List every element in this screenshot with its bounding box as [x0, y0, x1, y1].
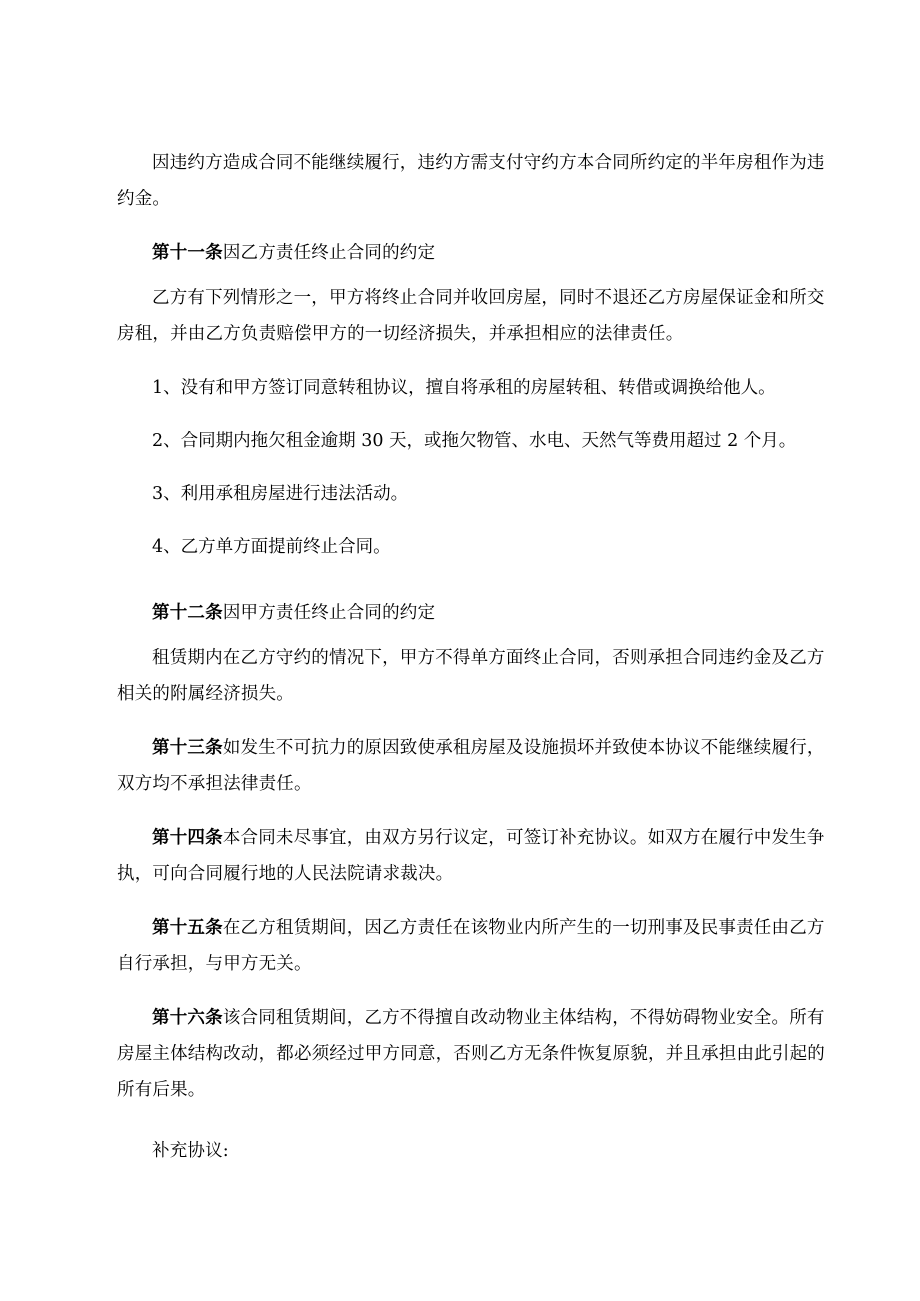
article-11-body: 乙方有下列情形之一，甲方将终止合同并收回房屋，同时不退还乙方房屋保证金和所交房租，并由乙方负责赔偿甲方的一切经济损失，并承担相应的法律责任。	[117, 288, 825, 344]
article-14-number: 第十四条	[152, 828, 223, 848]
article-13	[117, 730, 833, 802]
article-13-text: 如发生不可抗力的原因致使承租房屋及设施损坏并致使本协议不能继续履行，双方均不承担法律责任。	[117, 738, 825, 794]
article-12-number: 第十二条	[152, 603, 223, 623]
article-11-item-1: 1、没有和甲方签订同意转租协议，擅自将承租的房屋转租、转借或调换给他人。	[152, 378, 776, 398]
article-15-number: 第十五条	[152, 918, 223, 938]
article-16-text: 该合同租赁期间，乙方不得擅自改动物业主体结构，不得妨碍物业安全。所有房屋主体结构改动，都必须经过甲方同意，否则乙方无条件恢复原貌，并且承担由此引起的所有后果。	[117, 1008, 825, 1100]
article-11-item-4: 4、乙方单方面提前终止合同。	[152, 537, 391, 557]
supplement-heading: 补充协议:	[152, 1141, 229, 1161]
article-15	[117, 910, 833, 982]
article-14	[117, 820, 833, 892]
article-13-number: 第十三条	[152, 738, 223, 758]
article-12-title: 因甲方责任终止合同的约定	[222, 603, 436, 623]
article-12-body: 租赁期内在乙方守约的情况下，甲方不得单方面终止合同，否则承担合同违约金及乙方相关的附属经济损失。	[117, 648, 825, 704]
article-16	[117, 1000, 833, 1108]
article-16-number: 第十六条	[152, 1008, 223, 1028]
article-11-number: 第十一条	[152, 243, 223, 263]
article-11-item-3: 3、利用承租房屋进行违法活动。	[152, 484, 409, 504]
article-11-title: 因乙方责任终止合同的约定	[222, 243, 436, 263]
article-15-text: 在乙方租赁期间，因乙方责任在该物业内所产生的一切刑事及民事责任由乙方自行承担，与甲方无关。	[117, 918, 825, 974]
article-11-item-2: 2、合同期内拖欠租金逾期 30 天，或拖欠物管、水电、天然气等费用超过 2 个月。	[152, 431, 797, 451]
article-14-text: 本合同未尽事宜，由双方另行议定，可签订补充协议。如双方在履行中发生争执，可向合同履行地的人民法院请求裁决。	[117, 828, 825, 884]
penalty-paragraph: 因违约方造成合同不能继续履行，违约方需支付守约方本合同所约定的半年房租作为违约金。	[117, 153, 825, 209]
article-12-heading	[117, 595, 833, 631]
article-11-heading	[117, 235, 833, 271]
